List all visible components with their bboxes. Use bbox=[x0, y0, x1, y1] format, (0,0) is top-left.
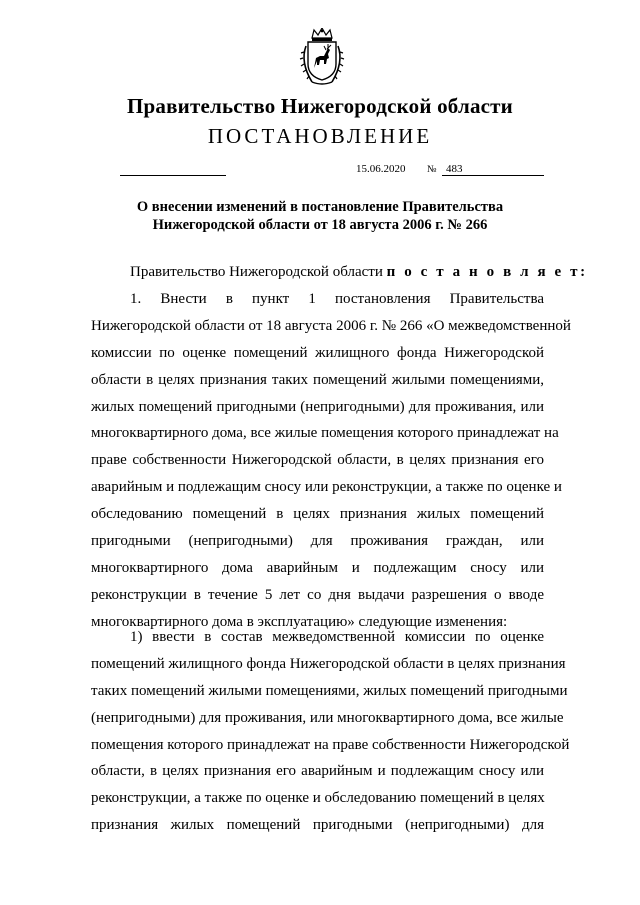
paragraph-2-line: помещения которого принадлежат на праве собственности Нижегородской bbox=[91, 736, 570, 753]
paragraph-1-line: жилых помещений пригодными (непригодными) для проживания, или bbox=[91, 398, 544, 415]
document-type: ПОСТАНОВЛЕНИЕ bbox=[207, 124, 433, 148]
paragraph-2-line: (непригодными) для проживания, или многоквартирного дома, все жилые bbox=[91, 709, 564, 726]
paragraph-1-line: комиссии по оценке помещений жилищного фонда Нижегородской bbox=[91, 344, 544, 361]
nizhny-novgorod-coat-of-arms-icon bbox=[298, 28, 346, 86]
paragraph-1-line: обследованию помещений в целях признания жилых помещений bbox=[91, 506, 544, 523]
paragraph-1-line: многоквартирного дома в эксплуатацию» следующие изменения: bbox=[91, 613, 508, 630]
paragraph-1-line: 1. Внести в пункт 1 постановления Правительства bbox=[130, 291, 544, 307]
subject-line-1: О внесении изменений в постановление Правительства bbox=[136, 199, 504, 215]
paragraph-2-line: признания жилых помещений пригодными (непригодными) для bbox=[91, 817, 544, 834]
intro-verb: п о с т а н о в л я е т: bbox=[386, 264, 588, 280]
paragraph-1-line: реконструкции в течение 5 лет со дня выдачи разрешения о вводе bbox=[91, 586, 544, 603]
paragraph-2-line: 1) ввести в состав межведомственной комиссии по оценке bbox=[130, 629, 544, 645]
paragraph-2-line: реконструкции, а также по оценке и обследованию помещений в целях bbox=[91, 790, 545, 807]
paragraph-1-line: аварийным и подлежащим сносу или реконструкции, а также по оценке и bbox=[91, 479, 562, 496]
intro-paragraph bbox=[130, 259, 588, 286]
government-name: Правительство Нижегородской области bbox=[127, 94, 513, 118]
paragraph-1-line: многоквартирного дома, все жилые помещения которого принадлежат на bbox=[91, 425, 559, 442]
document-date: 15.06.2020 bbox=[356, 163, 406, 175]
document-subject bbox=[0, 198, 640, 234]
paragraph-1-line: праве собственности Нижегородской области, в целях признания его bbox=[91, 452, 544, 469]
paragraph-1 bbox=[91, 286, 571, 636]
paragraph-1-line: многоквартирного дома аварийным и подлежащим сносу или bbox=[91, 559, 544, 576]
number-underline bbox=[442, 175, 544, 176]
paragraph-2 bbox=[91, 624, 570, 839]
paragraph-1-line: Нижегородской области от 18 августа 2006 г. № 266 «О межведомственной bbox=[91, 317, 571, 334]
paragraph-1-line: области в целях признания таких помещений жилыми помещениями, bbox=[91, 371, 544, 388]
intro-text: Правительство Нижегородской области bbox=[130, 264, 383, 280]
paragraph-2-line: помещений жилищного фонда Нижегородской области в целях признания bbox=[91, 655, 566, 672]
date-underline-blank bbox=[120, 175, 226, 176]
document-number: 483 bbox=[446, 163, 463, 175]
paragraph-2-line: таких помещений жилыми помещениями, жилых помещений пригодными bbox=[91, 682, 568, 699]
subject-line-2: Нижегородской области от 18 августа 2006 г. № 266 bbox=[152, 217, 488, 233]
paragraph-2-line: области, в целях признания его аварийным и подлежащим сносу или bbox=[91, 763, 544, 780]
number-sign: № bbox=[427, 164, 437, 175]
paragraph-1-line: пригодными (непригодными) для проживания граждан, или bbox=[91, 533, 544, 550]
